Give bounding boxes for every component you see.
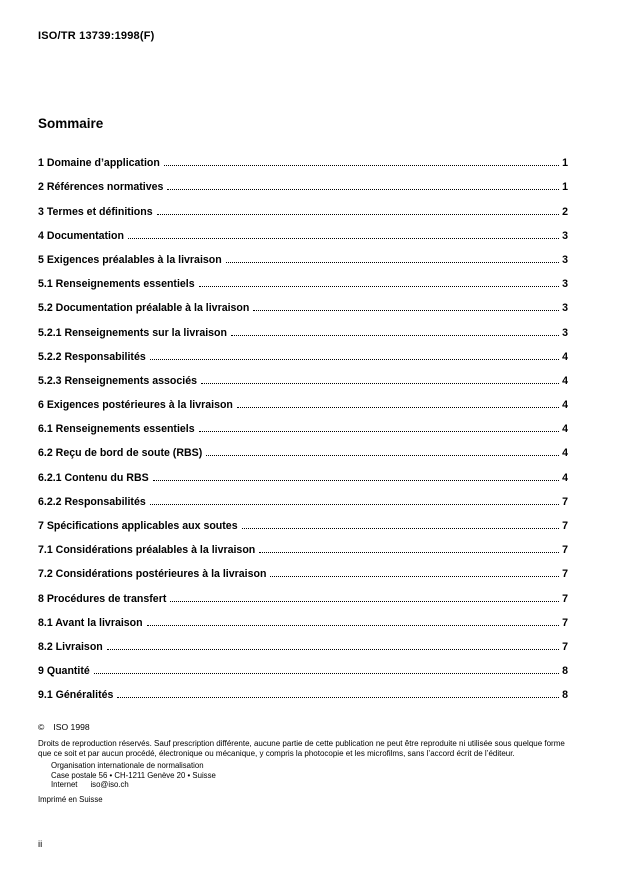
toc-entry-label: 6.2 Reçu de bord de soute (RBS) xyxy=(38,447,203,460)
toc-entry xyxy=(38,411,568,435)
toc-leader-dots xyxy=(117,697,559,698)
toc-entry-page: 7 xyxy=(562,520,568,532)
toc-entry-label: 6.1 Renseignements essentiels xyxy=(38,423,195,436)
toc-entry-page: 3 xyxy=(562,229,568,242)
printed-in-notice: Imprimé en Suisse xyxy=(38,794,103,804)
toc-leader-dots xyxy=(199,431,559,432)
internet-email: iso@iso.ch xyxy=(90,780,129,790)
toc-entry-label: 7.2 Considérations postérieures à la livraison xyxy=(38,568,267,581)
toc-entry-page: 4 xyxy=(562,423,568,436)
toc-leader-dots xyxy=(259,552,559,553)
toc-entry-label: 6.2.2 Responsabilités xyxy=(38,495,146,508)
toc-entry-page: 4 xyxy=(562,374,568,387)
toc-leader-dots xyxy=(242,528,560,529)
toc-leader-dots xyxy=(253,310,559,311)
toc-leader-dots xyxy=(270,576,559,577)
toc-entry-page: 1 xyxy=(562,181,568,194)
toc-entry xyxy=(38,653,568,677)
toc-entry-label: 7.1 Considérations préalables à la livraison xyxy=(38,544,256,557)
toc-entry xyxy=(38,484,568,508)
toc-entry-page: 7 xyxy=(562,568,568,581)
toc-entry-page: 7 xyxy=(562,544,568,557)
toc-entry xyxy=(38,314,568,338)
toc-entry-page: 3 xyxy=(562,302,568,315)
toc-entry-page: 4 xyxy=(562,471,568,484)
toc-entry xyxy=(38,629,568,653)
toc-entry-page: 4 xyxy=(562,350,568,363)
toc-leader-dots xyxy=(107,649,559,650)
toc-entry-label: 8 Procédures de transfert xyxy=(38,592,167,605)
toc-entry xyxy=(38,677,568,701)
toc-entry-page: 8 xyxy=(562,689,568,702)
toc-leader-dots xyxy=(170,601,559,602)
copyright-year: ISO 1998 xyxy=(53,722,90,732)
toc-entry xyxy=(38,145,568,169)
toc-entry xyxy=(38,290,568,314)
rights-notice: Droits de reproduction réservés. Sauf prescription différente, aucune partie de cette publication ne peut être reproduite ni utilisée sous quelque forme que ce soit et par aucun procédé, électronique ou mécanique, y compris la photocopie et les microfilms, sans l’accord écrit de l’éditeur. xyxy=(38,739,565,758)
toc-entry-label: 9 Quantité xyxy=(38,665,90,678)
toc-entry-label: 6.2.1 Contenu du RBS xyxy=(38,471,149,484)
toc-entry-page: 2 xyxy=(562,205,568,218)
toc-leader-dots xyxy=(147,625,559,626)
document-reference: ISO/TR 13739:1998(F) xyxy=(38,30,155,42)
toc-entry xyxy=(38,435,568,459)
toc-entry-label: 4 Documentation xyxy=(38,229,124,242)
toc-entry-label: 1 Domaine d’application xyxy=(38,157,160,170)
toc-entry xyxy=(38,532,568,556)
toc-entry xyxy=(38,605,568,629)
toc-entry-page: 3 xyxy=(562,326,568,339)
publisher-address-block xyxy=(51,761,575,790)
toc-entry-page: 7 xyxy=(562,640,568,653)
toc-entry-label: 2 Références normatives xyxy=(38,181,164,194)
toc-leader-dots xyxy=(199,286,559,287)
footer-imprint xyxy=(38,722,575,804)
toc-entry-page: 7 xyxy=(562,616,568,629)
toc-entry-page: 1 xyxy=(562,157,568,170)
toc-entry xyxy=(38,580,568,604)
toc-entry-page: 3 xyxy=(562,278,568,291)
toc-leader-dots xyxy=(167,189,559,190)
toc-entry-label: 5.2.2 Responsabilités xyxy=(38,350,146,363)
toc-entry-page: 4 xyxy=(562,399,568,412)
toc-entry-page: 7 xyxy=(562,495,568,508)
toc-entry xyxy=(38,363,568,387)
copyright-symbol: © xyxy=(38,722,45,732)
toc-leader-dots xyxy=(206,455,559,456)
toc-leader-dots xyxy=(201,383,559,384)
toc-entry-label: 5.1 Renseignements essentiels xyxy=(38,278,195,291)
toc-entry-page: 8 xyxy=(562,665,568,678)
page-number: ii xyxy=(38,839,43,850)
toc-entry xyxy=(38,218,568,242)
toc-leader-dots xyxy=(94,673,559,674)
table-of-contents xyxy=(38,145,568,701)
toc-entry xyxy=(38,242,568,266)
toc-entry-label: 3 Termes et définitions xyxy=(38,205,153,218)
toc-entry-page: 7 xyxy=(562,592,568,605)
toc-entry-label: 9.1 Généralités xyxy=(38,689,114,702)
toc-leader-dots xyxy=(226,262,559,263)
toc-leader-dots xyxy=(237,407,559,408)
internet-label: Internet xyxy=(51,780,78,790)
toc-entry-label: 6 Exigences postérieures à la livraison xyxy=(38,399,233,412)
toc-leader-dots xyxy=(164,165,559,166)
toc-leader-dots xyxy=(157,214,559,215)
toc-leader-dots xyxy=(153,480,559,481)
toc-leader-dots xyxy=(231,335,559,336)
toc-leader-dots xyxy=(128,238,559,239)
toc-title: Sommaire xyxy=(38,116,104,131)
toc-entry-label: 5.2.1 Renseignements sur la livraison xyxy=(38,326,228,339)
toc-entry-label: 5.2 Documentation préalable à la livraison xyxy=(38,302,250,315)
toc-entry xyxy=(38,266,568,290)
toc-entry-page: 3 xyxy=(562,253,568,266)
toc-entry xyxy=(38,508,568,532)
toc-entry xyxy=(38,339,568,363)
toc-entry-label: 7 Spécifications applicables aux soutes xyxy=(38,520,238,532)
toc-entry-page: 4 xyxy=(562,447,568,460)
toc-entry-label: 8.1 Avant la livraison xyxy=(38,616,143,629)
toc-leader-dots xyxy=(150,359,559,360)
toc-entry xyxy=(38,169,568,193)
toc-entry-label: 8.2 Livraison xyxy=(38,640,103,653)
toc-leader-dots xyxy=(150,504,559,505)
toc-entry-label: 5.2.3 Renseignements associés xyxy=(38,374,197,387)
copyright-line xyxy=(38,722,575,732)
toc-entry xyxy=(38,556,568,580)
toc-entry xyxy=(38,459,568,483)
publisher-internet-line xyxy=(51,780,575,790)
publisher-name: Organisation internationale de normalisation xyxy=(51,761,204,770)
toc-entry xyxy=(38,193,568,217)
publisher-address: Case postale 56 • CH-1211 Genève 20 • Suisse xyxy=(51,770,216,780)
toc-entry-label: 5 Exigences préalables à la livraison xyxy=(38,253,222,266)
toc-entry xyxy=(38,387,568,411)
